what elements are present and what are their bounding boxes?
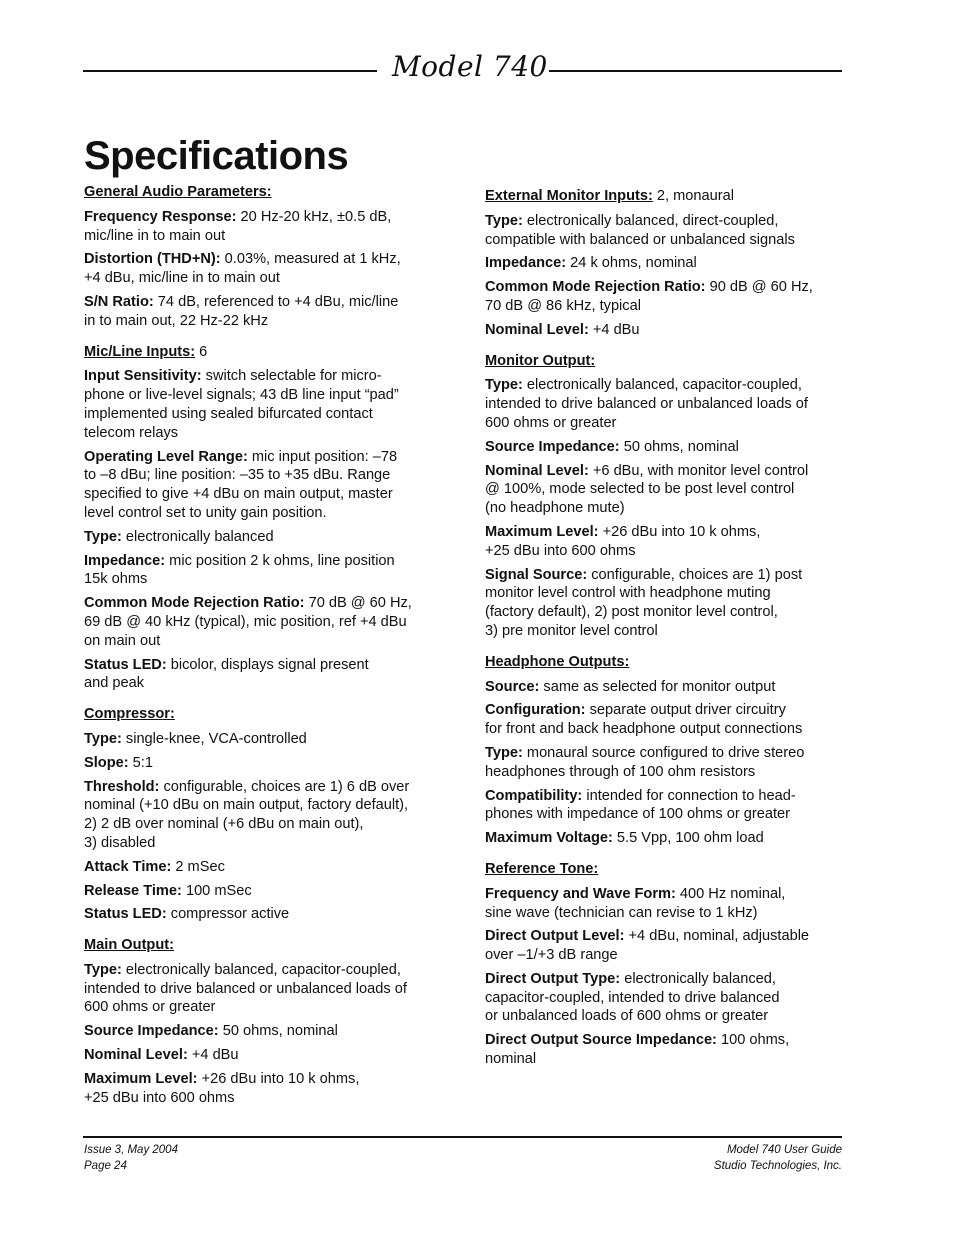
spec-value-line: 600 ohms or greater <box>485 414 617 431</box>
spec-value-line: 50 ohms, nominal <box>623 438 739 455</box>
spec-label: Common Mode Rejection Ratio: <box>485 279 706 296</box>
spec-section <box>485 187 845 340</box>
spec-value-line: 100 ohms, <box>720 1032 790 1049</box>
spec-section <box>84 343 444 694</box>
spec-item <box>485 829 845 848</box>
section-heading <box>84 936 444 955</box>
spec-value-line: implemented using sealed bifurcated contact <box>84 405 373 422</box>
section-heading <box>485 653 845 672</box>
spec-label: Release Time: <box>84 882 182 899</box>
spec-item <box>485 1031 845 1069</box>
spec-item <box>485 376 845 432</box>
right-column <box>485 187 845 1081</box>
spec-label: Nominal Level: <box>485 321 589 338</box>
spec-value-line: intended to drive balanced or unbalanced loads of <box>84 980 407 997</box>
spec-value-line: compressor active <box>170 906 290 923</box>
spec-value-line: (no headphone mute) <box>485 500 625 517</box>
spec-section <box>84 705 444 924</box>
spec-value-line: phones with impedance of 100 ohms or greater <box>485 806 791 823</box>
spec-item <box>84 250 444 288</box>
spec-label: Source: <box>485 678 540 695</box>
spec-label: S/N Ratio: <box>84 293 154 310</box>
spec-label: Slope: <box>84 754 129 771</box>
spec-label: Input Sensitivity: <box>84 368 202 385</box>
section-heading-text: Headphone Outputs: <box>485 653 630 670</box>
section-heading-text: Monitor Output: <box>485 352 596 369</box>
spec-value-line: +4 dBu <box>191 1047 239 1064</box>
spec-value-line: nominal (+10 dBu on main output, factory default), <box>84 797 409 814</box>
spec-label: Distortion (THD+N): <box>84 251 221 268</box>
spec-item <box>84 1046 444 1065</box>
section-heading-text: Main Output: <box>84 937 174 954</box>
spec-value-line: 90 dB @ 60 Hz, <box>709 279 813 296</box>
section-heading-text: General Audio Parameters: <box>84 184 272 200</box>
spec-value-line: single-knee, VCA-controlled <box>125 730 307 747</box>
header-rule-right <box>549 70 842 72</box>
spec-label: Type: <box>84 730 122 747</box>
spec-label: Source Impedance: <box>84 1023 219 1040</box>
spec-value-line: switch selectable for micro- <box>205 368 382 385</box>
spec-value-line: 3) disabled <box>84 834 156 851</box>
spec-value-line: in to main out, 22 Hz-22 kHz <box>84 312 269 329</box>
spec-value-line: +4 dBu <box>592 321 640 338</box>
spec-label: Maximum Voltage: <box>485 830 613 847</box>
spec-item <box>485 678 845 697</box>
spec-item <box>84 730 444 749</box>
spec-label: Common Mode Rejection Ratio: <box>84 595 305 612</box>
spec-item <box>485 212 845 250</box>
spec-value-line: specified to give +4 dBu on main output, master <box>84 486 393 503</box>
page-title: Specifications <box>84 134 349 178</box>
spec-value-line: compatible with balanced or unbalanced signals <box>485 231 795 248</box>
spec-value-line: capacitor-coupled, intended to drive balanced <box>485 989 780 1006</box>
spec-item <box>485 970 845 1026</box>
spec-label: Maximum Level: <box>485 523 599 540</box>
spec-value-line: 69 dB @ 40 kHz (typical), mic position, ref +4 dBu <box>84 613 407 630</box>
spec-value-line: configurable, choices are 1) post <box>591 566 803 583</box>
spec-item <box>84 882 444 901</box>
footer-page: Page 24 <box>84 1159 127 1172</box>
spec-label: Frequency Response: <box>84 208 237 225</box>
spec-value-line: separate output driver circuitry <box>589 702 786 719</box>
spec-item <box>84 528 444 547</box>
section-heading-value: 2, monaural <box>652 188 734 204</box>
spec-section <box>84 183 444 331</box>
spec-label: Type: <box>485 212 523 229</box>
spec-item <box>84 905 444 924</box>
spec-label: Threshold: <box>84 778 160 795</box>
spec-label: Attack Time: <box>84 858 172 875</box>
spec-value-line: +6 dBu, with monitor level control <box>592 462 809 479</box>
spec-item <box>485 438 845 457</box>
spec-section <box>485 352 845 641</box>
spec-value-line: and peak <box>84 675 145 692</box>
spec-item <box>485 744 845 782</box>
spec-value-line: 20 Hz-20 kHz, ±0.5 dB, <box>240 208 392 225</box>
spec-value-line: (factory default), 2) post monitor level control, <box>485 604 778 621</box>
spec-item <box>485 278 845 316</box>
footer-right <box>714 1143 842 1174</box>
spec-value-line: 5.5 Vpp, 100 ohm load <box>616 830 764 847</box>
section-heading-text: Compressor: <box>84 706 175 723</box>
spec-value-line: electronically balanced <box>125 528 274 545</box>
spec-label: Direct Output Type: <box>485 970 621 987</box>
spec-item <box>84 293 444 331</box>
spec-item <box>485 927 845 965</box>
spec-label: Impedance: <box>485 255 567 272</box>
spec-label: Maximum Level: <box>84 1070 198 1087</box>
spec-item <box>485 254 845 273</box>
spec-value-line: +25 dBu into 600 ohms <box>84 1089 235 1106</box>
spec-value-line: electronically balanced, capacitor-coupled, <box>125 961 401 978</box>
section-heading-text: Mic/Line Inputs: <box>84 343 196 360</box>
spec-value-line: monaural source configured to drive stereo <box>526 744 805 761</box>
spec-label: Nominal Level: <box>84 1047 188 1064</box>
section-heading-text: External Monitor Inputs: <box>485 188 653 204</box>
spec-value-line: +26 dBu into 10 k ohms, <box>602 523 761 540</box>
spec-value-line: mic/line in to main out <box>84 227 226 244</box>
spec-item <box>84 656 444 694</box>
spec-item <box>485 701 845 739</box>
header-rule-left <box>83 70 377 72</box>
spec-value-line: on main out <box>84 632 161 649</box>
spec-value-line: 600 ohms or greater <box>84 999 216 1016</box>
section-heading-text: Reference Tone: <box>485 860 599 877</box>
spec-value-line: +25 dBu into 600 ohms <box>485 542 636 559</box>
spec-value-line: or unbalanced loads of 600 ohms or greater <box>485 1008 769 1025</box>
section-heading-value: 6 <box>195 343 208 360</box>
spec-value-line: 0.03%, measured at 1 kHz, <box>224 251 401 268</box>
spec-item <box>485 462 845 518</box>
spec-value-line: 74 dB, referenced to +4 dBu, mic/line <box>157 293 399 310</box>
spec-item <box>84 594 444 650</box>
section-heading <box>84 705 444 724</box>
spec-label: Type: <box>84 961 122 978</box>
footer-company: Studio Technologies, Inc. <box>713 1159 842 1172</box>
spec-value-line: 2 mSec <box>175 858 225 875</box>
spec-label: Type: <box>485 744 523 761</box>
spec-label: Type: <box>84 528 122 545</box>
spec-value-line: +4 dBu, nominal, adjustable <box>628 928 810 945</box>
spec-value-line: to –8 dBu; line position: –35 to +35 dBu. Range <box>84 467 391 484</box>
spec-item <box>84 208 444 246</box>
spec-value-line: 5:1 <box>132 754 153 771</box>
section-heading <box>485 860 845 879</box>
spec-value-line: same as selected for monitor output <box>543 678 776 695</box>
spec-label: Frequency and Wave Form: <box>485 885 676 902</box>
spec-label: Configuration: <box>485 702 586 719</box>
spec-label: Type: <box>485 377 523 394</box>
spec-label: Nominal Level: <box>485 462 589 479</box>
spec-value-line: 400 Hz nominal, <box>679 885 786 902</box>
spec-item <box>485 566 845 641</box>
spec-label: Direct Output Source Impedance: <box>485 1032 717 1049</box>
spec-section <box>84 936 444 1107</box>
spec-item <box>84 1022 444 1041</box>
spec-value-line: over –1/+3 dB range <box>485 947 618 964</box>
spec-value-line: 100 mSec <box>185 882 252 899</box>
footer-issue: Issue 3, May 2004 <box>84 1144 178 1156</box>
spec-item <box>84 367 444 442</box>
spec-value-line: 24 k ohms, nominal <box>570 255 697 272</box>
section-heading <box>485 352 845 371</box>
spec-value-line: bicolor, displays signal present <box>170 656 369 673</box>
left-column <box>84 183 444 1119</box>
spec-value-line: 70 dB @ 86 kHz, typical <box>485 297 641 314</box>
spec-value-line: mic position 2 k ohms, line position <box>169 552 395 569</box>
spec-item <box>84 778 444 853</box>
section-heading <box>84 343 444 362</box>
section-heading <box>485 187 845 206</box>
spec-value-line: for front and back headphone output connections <box>485 721 803 738</box>
spec-item <box>485 523 845 561</box>
spec-item <box>84 858 444 877</box>
spec-label: Signal Source: <box>485 566 588 583</box>
spec-value-line: phone or live-level signals; 43 dB line input “pad” <box>84 387 399 404</box>
header-title: Model 740 <box>392 50 548 83</box>
spec-value-line: 2) 2 dB over nominal (+6 dBu on main out), <box>84 816 364 833</box>
spec-section <box>485 860 845 1069</box>
spec-item <box>84 448 444 523</box>
spec-label: Source Impedance: <box>485 438 620 455</box>
spec-value-line: nominal <box>485 1051 537 1068</box>
footer-left <box>84 1143 178 1174</box>
spec-item <box>84 754 444 773</box>
spec-value-line: electronically balanced, capacitor-coupled, <box>526 377 802 394</box>
spec-section <box>485 653 845 848</box>
spec-value-line: sine wave (technician can revise to 1 kHz) <box>485 904 758 921</box>
spec-label: Direct Output Level: <box>485 928 625 945</box>
spec-label: Compatibility: <box>485 787 583 804</box>
spec-value-line: telecom relays <box>84 424 179 441</box>
footer-guide: Model 740 User Guide <box>726 1144 842 1156</box>
spec-value-line: electronically balanced, direct-coupled, <box>526 212 779 229</box>
spec-value-line: monitor level control with headphone muting <box>485 585 771 602</box>
spec-value-line: configurable, choices are 1) 6 dB over <box>163 778 410 795</box>
spec-value-line: 70 dB @ 60 Hz, <box>308 595 412 612</box>
spec-value-line: 50 ohms, nominal <box>222 1023 338 1040</box>
spec-value-line: 15k ohms <box>84 571 148 588</box>
spec-value-line: electronically balanced, <box>624 970 776 987</box>
spec-value-line: +26 dBu into 10 k ohms, <box>201 1070 360 1087</box>
spec-label: Operating Level Range: <box>84 448 248 465</box>
spec-value-line: 3) pre monitor level control <box>485 622 658 639</box>
spec-value-line: mic input position: –78 <box>251 448 398 465</box>
section-heading <box>84 183 444 202</box>
spec-label: Status LED: <box>84 656 167 673</box>
footer-rule <box>83 1136 842 1138</box>
spec-value-line: @ 100%, mode selected to be post level control <box>485 481 795 498</box>
spec-item <box>485 885 845 923</box>
spec-item <box>84 552 444 590</box>
spec-item <box>84 1070 444 1108</box>
spec-value-line: intended to drive balanced or unbalanced loads of <box>485 396 808 413</box>
spec-value-line: level control set to unity gain position. <box>84 504 327 521</box>
spec-label: Impedance: <box>84 552 166 569</box>
spec-label: Status LED: <box>84 906 167 923</box>
spec-value-line: intended for connection to head- <box>586 787 796 804</box>
spec-item <box>485 321 845 340</box>
spec-value-line: +4 dBu, mic/line in to main out <box>84 270 280 287</box>
spec-value-line: headphones through of 100 ohm resistors <box>485 763 756 780</box>
spec-item <box>84 961 444 1017</box>
spec-item <box>485 787 845 825</box>
